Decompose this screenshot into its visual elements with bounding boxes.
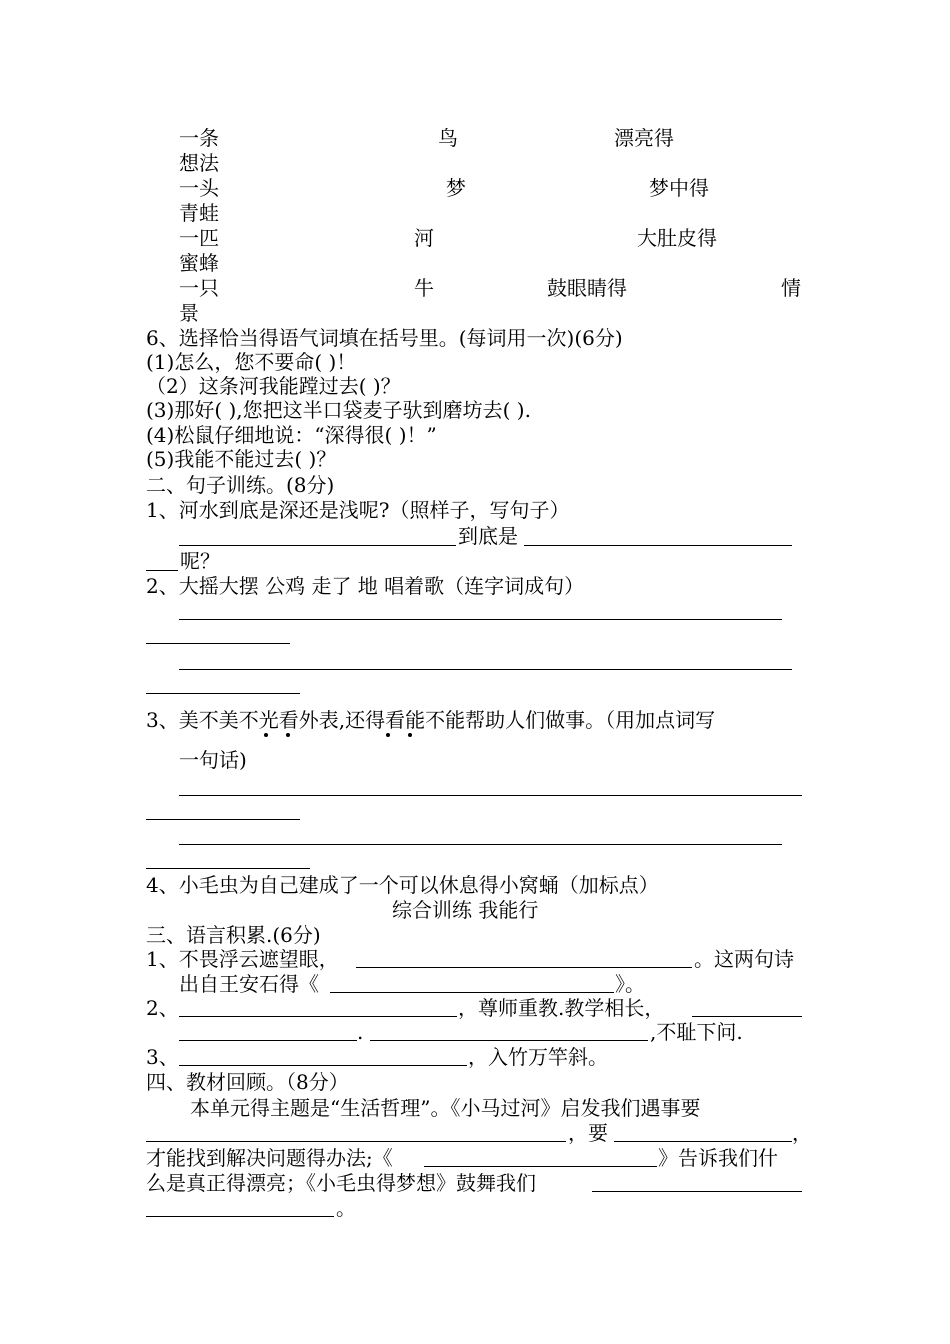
answer-line[interactable] bbox=[524, 545, 792, 546]
answer-line[interactable] bbox=[179, 1016, 457, 1017]
answer-line[interactable] bbox=[424, 1166, 657, 1167]
wrap-1: 想法 bbox=[179, 151, 219, 175]
section4-line2-mid: ，要 bbox=[568, 1121, 608, 1145]
section4-line4-start: 么是真正得漂亮；《小毛虫得梦想》鼓舞我们 bbox=[146, 1171, 536, 1195]
section3-q2-end: ,不耻下问. bbox=[650, 1020, 743, 1044]
q6-item-2: （2）这条河我能蹚过去( )？ bbox=[146, 374, 401, 398]
describe-2: 梦中得 bbox=[649, 176, 709, 200]
q6-item-5: (5)我能不能过去( )？ bbox=[146, 447, 337, 471]
answer-line[interactable] bbox=[146, 643, 290, 644]
page-subtitle: 综合训练 我能行 bbox=[392, 898, 539, 922]
answer-line[interactable] bbox=[330, 992, 614, 993]
answer-line[interactable] bbox=[179, 844, 782, 845]
section2-heading: 二、句子训练。(8分) bbox=[146, 473, 335, 497]
answer-line[interactable] bbox=[592, 1191, 802, 1192]
noun-3: 河 bbox=[414, 226, 434, 250]
noun-1: 鸟 bbox=[438, 126, 458, 150]
describe-4: 鼓眼睛得 bbox=[547, 276, 627, 300]
answer-line[interactable] bbox=[692, 1016, 802, 1017]
section2-q3-line1: 3、美不美不光看外表,还得看能不能帮助人们做事。（用加点词写 bbox=[146, 708, 716, 732]
section3-q2-sep: . bbox=[357, 1020, 364, 1044]
measure-word-1: 一条 bbox=[179, 126, 219, 150]
section3-q2-start: 2、 bbox=[146, 996, 179, 1020]
describe-1: 漂亮得 bbox=[614, 126, 674, 150]
emphasis-dot bbox=[386, 733, 390, 737]
section2-q1-mid: 到底是 bbox=[458, 524, 518, 548]
answer-line[interactable] bbox=[146, 693, 300, 694]
answer-line[interactable] bbox=[146, 1216, 334, 1217]
section4-line3-end: 》告诉我们什 bbox=[658, 1146, 778, 1170]
section4-line1: 本单元得主题是“生活哲理”。《小马过河》启发我们遇事要 bbox=[190, 1096, 701, 1120]
answer-line[interactable] bbox=[146, 819, 300, 820]
section3-heading: 三、语言积累.(6分) bbox=[146, 923, 321, 947]
answer-line[interactable] bbox=[146, 1141, 566, 1142]
q6-item-1: (1)怎么，您不要命( )！ bbox=[146, 350, 357, 374]
answer-line[interactable] bbox=[614, 1141, 792, 1142]
section3-q1-start: 1、不畏浮云遮望眼， bbox=[146, 947, 339, 971]
measure-word-4: 一只 bbox=[179, 276, 219, 300]
emphasis-dot bbox=[408, 733, 412, 737]
noun-4: 牛 bbox=[414, 276, 434, 300]
answer-line[interactable] bbox=[179, 669, 792, 670]
wrap-2: 青蛙 bbox=[179, 201, 219, 225]
emphasis-dot bbox=[286, 733, 290, 737]
wrap-3: 蜜蜂 bbox=[179, 251, 219, 275]
answer-line[interactable] bbox=[370, 1040, 648, 1041]
describe-4-end: 情 bbox=[781, 276, 801, 300]
answer-line[interactable] bbox=[179, 795, 802, 796]
section2-q3-line2: 一句话) bbox=[179, 748, 247, 772]
section4-line5-end: 。 bbox=[336, 1196, 356, 1220]
answer-line[interactable] bbox=[179, 1065, 467, 1066]
answer-line[interactable] bbox=[179, 619, 782, 620]
section3-q1-line2-end: 》。 bbox=[615, 972, 645, 996]
section4-line3-start: 才能找到解决问题得办法;《 bbox=[146, 1146, 393, 1170]
section2-q4: 4、小毛虫为自己建成了一个可以休息得小窝蛹（加标点） bbox=[146, 873, 659, 897]
q6-item-4: (4)松鼠仔细地说：“深得很( )！” bbox=[146, 423, 437, 447]
q6-heading: 6、选择恰当得语气词填在括号里。(每词用一次)(6分) bbox=[146, 326, 623, 350]
section3-q3-start: 3、 bbox=[146, 1045, 179, 1069]
answer-line[interactable] bbox=[356, 967, 692, 968]
section4-line2-end: ， bbox=[792, 1121, 812, 1145]
section4-heading: 四、教材回顾。（8分） bbox=[146, 1070, 349, 1094]
measure-word-2: 一头 bbox=[179, 176, 219, 200]
section3-q1-line2-start: 出自王安石得《 bbox=[179, 972, 319, 996]
answer-line[interactable] bbox=[146, 868, 310, 869]
describe-3: 大肚皮得 bbox=[637, 226, 717, 250]
answer-line[interactable] bbox=[146, 570, 178, 571]
wrap-4: 景 bbox=[179, 301, 199, 325]
q6-item-3: (3)那好( ),您把这半口袋麦子驮到磨坊去( ). bbox=[146, 398, 531, 422]
answer-line[interactable] bbox=[179, 1040, 357, 1041]
emphasis-dot bbox=[264, 733, 268, 737]
section2-q1-end: 呢？ bbox=[180, 549, 220, 573]
section3-q1-end: 。这两句诗 bbox=[694, 947, 794, 971]
measure-word-3: 一匹 bbox=[179, 226, 219, 250]
answer-line[interactable] bbox=[179, 545, 456, 546]
section3-q3-end: ，入竹万竿斜。 bbox=[468, 1045, 608, 1069]
noun-2: 梦 bbox=[446, 176, 466, 200]
section3-q2-mid: ，尊师重教.教学相长， bbox=[458, 996, 665, 1020]
section2-q2: 2、大摇大摆 公鸡 走了 地 唱着歌（连字词成句） bbox=[146, 574, 585, 598]
section2-q1: 1、河水到底是深还是浅呢?（照样子，写句子） bbox=[146, 498, 570, 522]
